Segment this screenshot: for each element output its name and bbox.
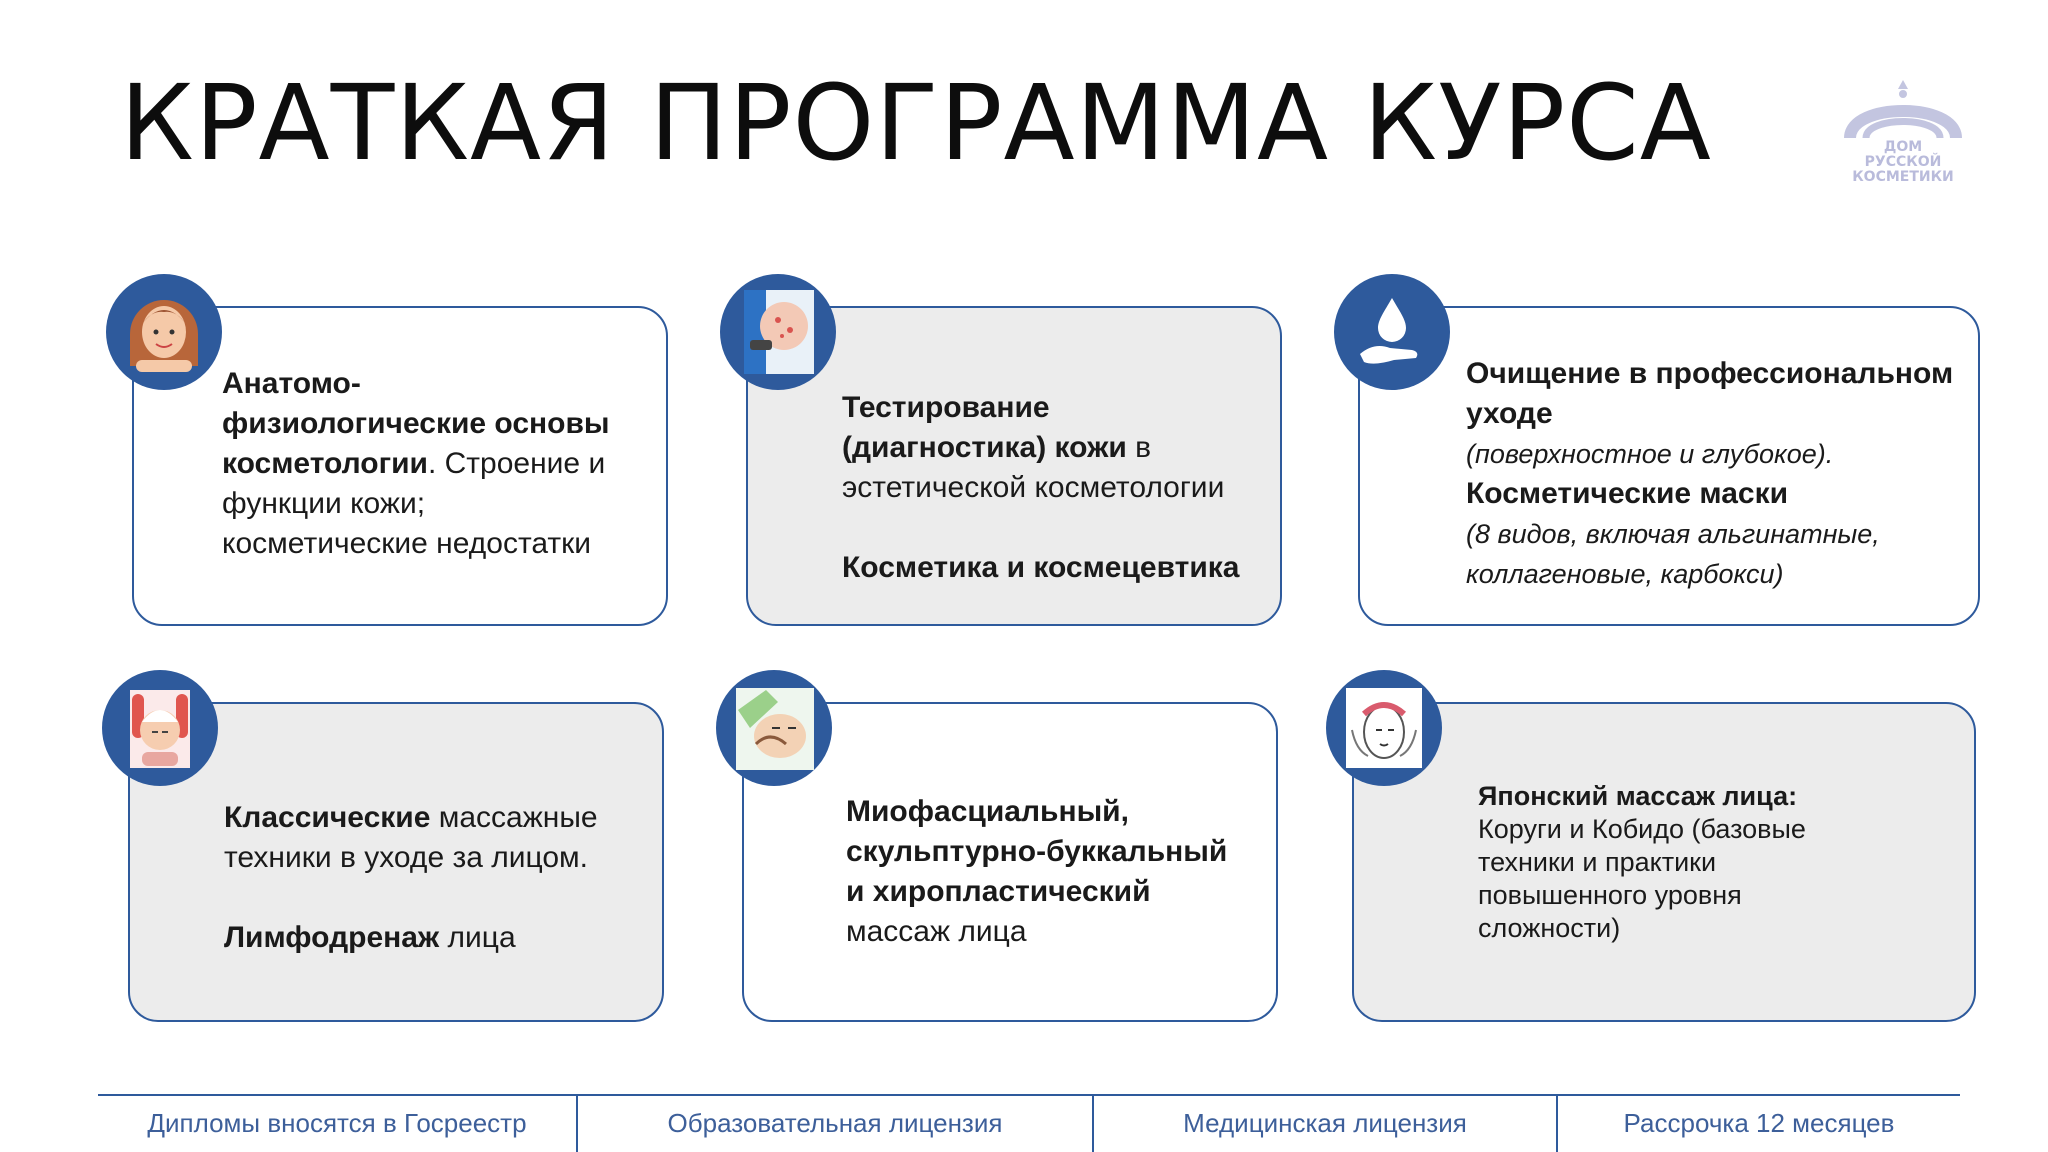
japanese-massage-icon (1326, 670, 1442, 786)
logo-line-3: КОСМЕТИКИ (1852, 169, 1954, 185)
facial-treatment-icon (716, 670, 832, 786)
page-title: КРАТКАЯ ПРОГРАММА КУРСА (120, 62, 1712, 184)
footer-installment: Рассрочка 12 месяцев (1623, 1108, 1895, 1138)
brand-logo (1838, 76, 1968, 194)
face-massage-icon (102, 670, 218, 786)
footer-divider (98, 1094, 1960, 1096)
skin-diagnostics-icon (720, 274, 836, 390)
woman-face-icon (106, 274, 222, 390)
card-text-cleansing: Очищение в профессиональном уходе (поверхностное и глубокое). Косметические маски (8 видов, включая альгинатные, коллагеновые, карбокси) (1466, 357, 1954, 589)
card-text-japanese-massage: Японский массаж лица: Коруги и Кобидо (базовые техники и практики повышенного уровня сложности) (1478, 781, 1806, 943)
logo-line-1: ДОМ (1883, 139, 1923, 155)
logo-line-2: РУССКОЙ (1864, 154, 1942, 170)
card-text-diagnostics: Тестирование (диагностика) кожи в эстетической косметологии Косметика и космецевтика (842, 391, 1240, 584)
card-text-classic-massage: Классические массажные техники в уходе за лицом. Лимфодренаж лица (224, 801, 598, 954)
card-text-anatomy: Анатомо- физиологические основы косметологии. Строение и функции кожи; косметические недостатки (222, 367, 610, 560)
footer-medical-license: Медицинская лицензия (1183, 1108, 1467, 1138)
footer-diplomas: Дипломы вносятся в Госреестр (147, 1108, 527, 1138)
water-drop-hand-icon (1334, 274, 1450, 390)
footer-education-license: Образовательная лицензия (667, 1108, 1003, 1138)
card-text-myofascial: Миофасциальный, скульптурно-буккальный и хиропластический массаж лица (846, 795, 1228, 948)
